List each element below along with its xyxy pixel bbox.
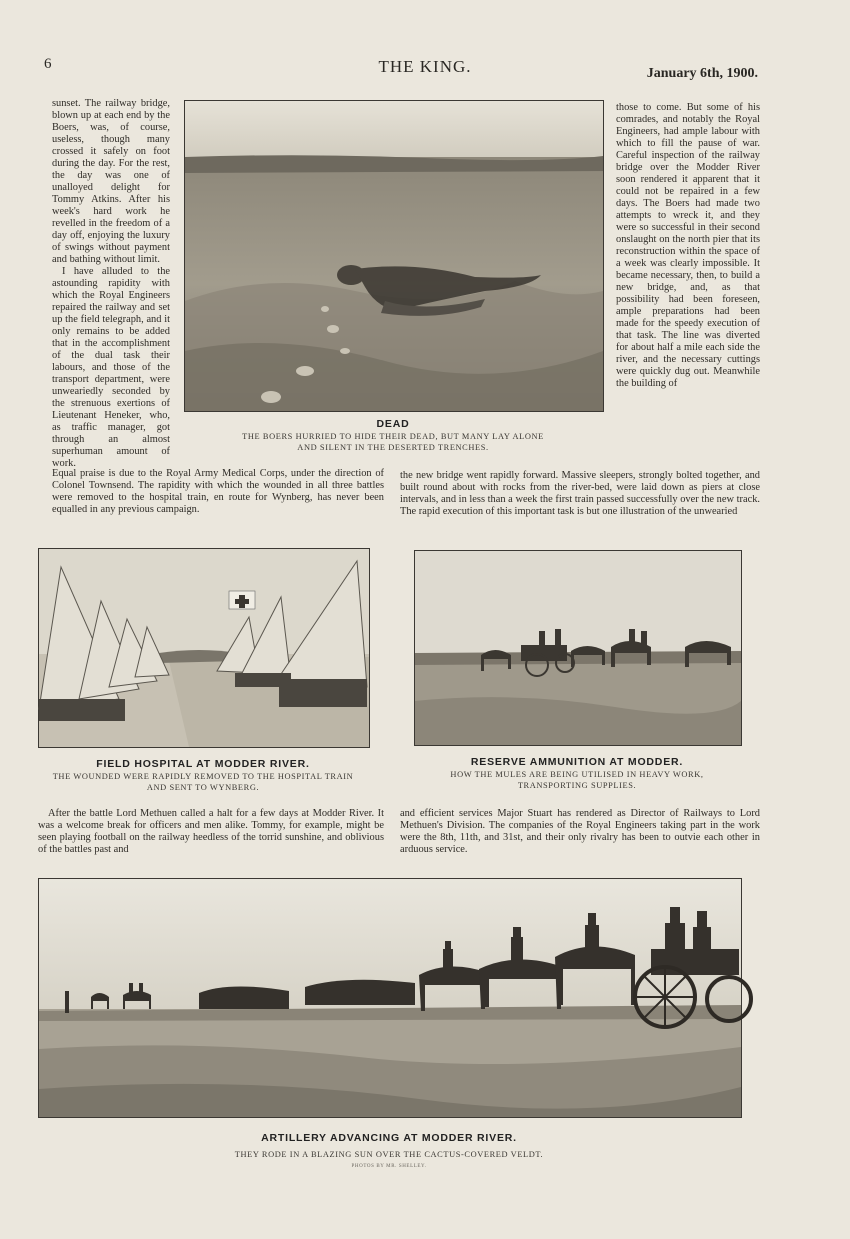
photo-field-hospital-image — [39, 549, 369, 747]
photo-reserve-ammunition-title: RESERVE AMMUNITION AT MODDER. — [470, 756, 684, 768]
photo-dead-caption-line: AND SILENT IN THE DESERTED TRENCHES. — [297, 443, 489, 452]
article-paragraph: sunset. The railway bridge, blown up at each end by the Boers, was, of course, useless, though many crossed it safely on foot during the day. For the rest, the day was one of unalloyed delight for Tommy Atkins. After his week's hard work he revelled in the freedom of a day off, enjoying the luxury of swings without payment and bathing without limit. — [52, 98, 170, 265]
article-right-wide — [400, 470, 760, 532]
article-paragraph: Equal praise is due to the Royal Army Medical Corps, under the direction of Colonel Townsend. The rapidity with which the wounded in all three battles were removed to the hospital train, en route for Wynberg, has never been equalled in any previous campaign. — [52, 468, 384, 515]
page-number: 6 — [44, 56, 52, 72]
article-right-column — [616, 102, 760, 472]
photo-dead-caption-line: THE BOERS HURRIED TO HIDE THEIR DEAD, BUT MANY LAY ALONE — [242, 432, 544, 441]
photo-dead-caption — [184, 431, 602, 453]
article-paragraph: I have alluded to the astounding rapidity with which the Royal Engineers repaired the railway and set up the field telegraph, and it only remains to be added that in the accomplishment of the dual task their labours, and those of the transport department, were unweariedly seconded by the strenuous exertions of Lieutenant Heneker, who, as traffic manager, got through an almost superhuman amount of work. — [52, 266, 170, 469]
article-paragraph: and efficient services Major Stuart has rendered as Director of Railways to Lord Methuen's Division. The companies of the Royal Engineers taking part in the work were the 8th, 11th, and 31st, and their only rivalry has been to outvie each other in arduous service. — [400, 808, 760, 855]
masthead-title: THE KING. — [378, 57, 472, 76]
article-left-column — [52, 98, 170, 469]
article-paragraph: After the battle Lord Methuen called a halt for a few days at Modder River. It was a welcome break for officers and men alike. Tommy, for example, might be seen playing football on the railway heedless of the torrid sunshine, and oblivious of the battles past and — [38, 808, 384, 855]
article-mid-right — [400, 808, 760, 858]
photo-field-hospital-caption-line: THE WOUNDED WERE RAPIDLY REMOVED TO THE HOSPITAL TRAIN — [52, 772, 354, 781]
photo-reserve-ammunition-image — [415, 551, 741, 745]
photo-dead-image — [185, 101, 603, 411]
photo-dead — [184, 100, 604, 412]
photo-reserve-ammunition-caption — [414, 769, 740, 791]
photo-artillery-caption: THEY RODE IN A BLAZING SUN OVER THE CACTUS-COVERED VELDT. — [234, 1150, 544, 1159]
article-left-wide — [52, 468, 384, 530]
photo-artillery — [38, 878, 742, 1118]
photo-dead-title: DEAD — [376, 418, 410, 430]
photo-reserve-ammunition-caption-line: HOW THE MULES ARE BEING UTILISED IN HEAVY WORK, — [450, 770, 704, 779]
photo-artillery-title: ARTILLERY ADVANCING AT MODDER RIVER. — [261, 1132, 517, 1144]
photo-credit: PHOTOS BY MR. SHELLEY. — [351, 1164, 427, 1169]
photo-field-hospital-caption-line: AND SENT TO WYNBERG. — [146, 783, 260, 792]
photo-field-hospital — [38, 548, 370, 748]
article-paragraph: the new bridge went rapidly forward. Massive sleepers, strongly bolted together, and built round about with rocks from the river-bed, were laid down as piers at close intervals, and in less than a week the first train passed successfully over the new track. The rapid execution of this important task is but one illustration of the unwearied — [400, 470, 760, 517]
photo-reserve-ammunition — [414, 550, 742, 746]
article-paragraph: those to come. But some of his comrades, and notably the Royal Engineers, had ample labour with which to fill the pause of war. Careful inspection of the railway bridge over the Modder River soon rendered it apparent that it could not be repaired in a few days. The Boers had made two attempts to wreck it, and they were so successful in their second onslaught on the north pier that its reconstruction within the space of a week was clearly impossible. It became necessary, then, to build a new bridge, and, as that possibility had been foreseen, ample preparations had been made for the speedy execution of that task. The line was diverted for about half a mile each side the river, and the necessary cuttings were quickly dug out. Meanwhile the building of — [616, 102, 760, 389]
article-mid-left — [38, 808, 384, 858]
issue-date: January 6th, 1900. — [646, 66, 758, 81]
photo-reserve-ammunition-caption-line: TRANSPORTING SUPPLIES. — [517, 781, 637, 790]
photo-field-hospital-caption — [38, 771, 368, 793]
photo-field-hospital-title: FIELD HOSPITAL AT MODDER RIVER. — [96, 758, 310, 770]
photo-artillery-image — [39, 879, 741, 1117]
